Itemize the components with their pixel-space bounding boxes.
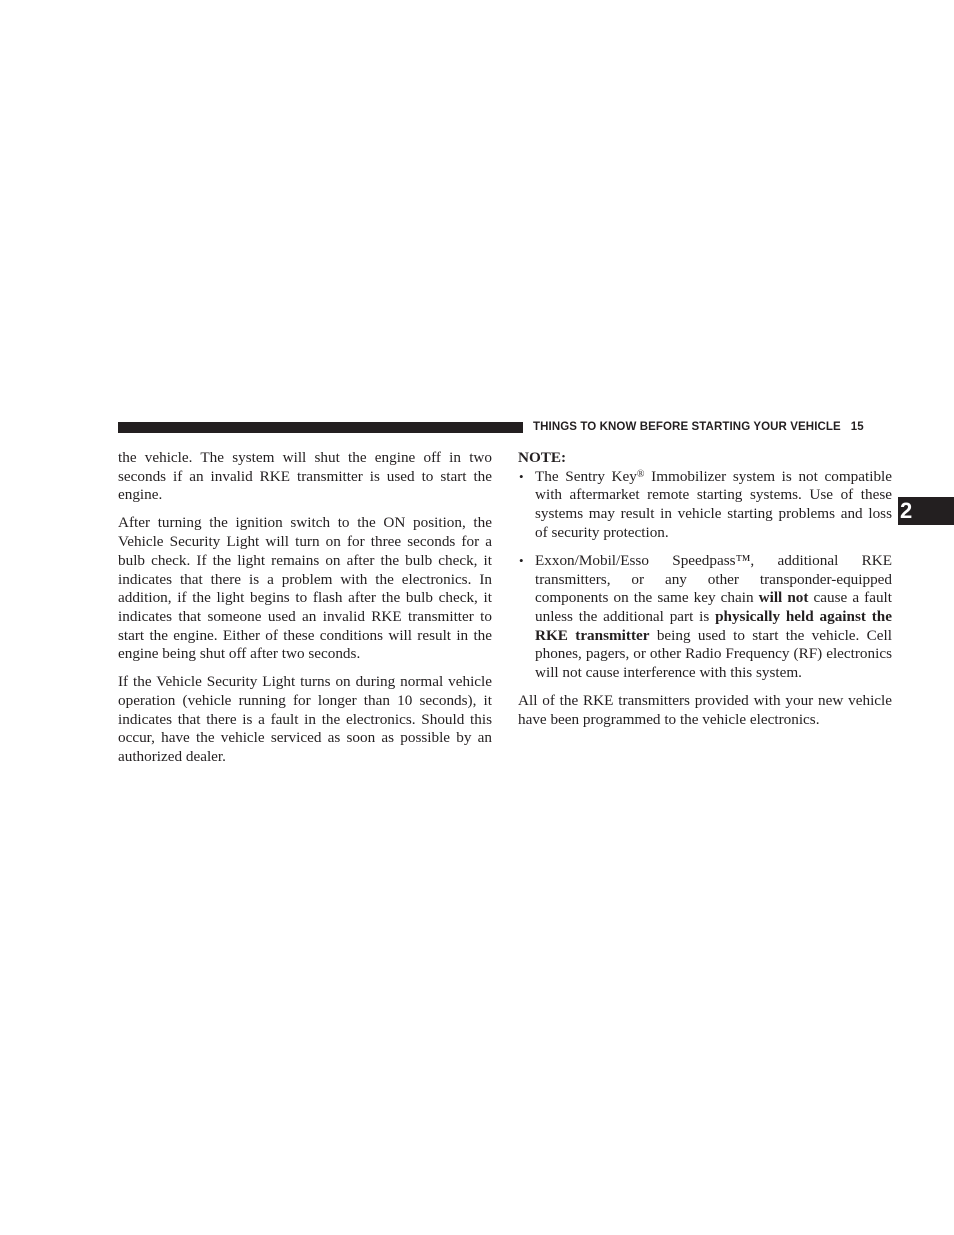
bullet-icon: •	[519, 468, 524, 484]
page-number: 15	[850, 421, 864, 433]
header-title: THINGS TO KNOW BEFORE STARTING YOUR VEHICLE	[533, 421, 841, 433]
note-text: , additional RKE transmitters, or any other transponder-equipped components on the same key chain	[535, 551, 892, 607]
chapter-tab	[898, 497, 954, 525]
note-text: being used to start the vehicle. Cell phones, pagers, or other Radio Frequency (RF) electronics will not cause interference with this system.	[535, 626, 892, 682]
note-text: The Sentry Key	[535, 467, 637, 485]
note-text: cause a fault unless the additional part is	[535, 589, 892, 625]
note-text: Immobilizer system is not compatible with aftermarket remote starting systems. Use of these systems may result in vehicle starting problems and loss of security protection.	[535, 467, 892, 541]
paragraph-fault: If the Vehicle Security Light turns on during normal vehicle operation (vehicle running for longer than 10 seconds), it indicates that there is a fault in the electronics. Should this occur, have the vehicle serviced as soon as possible by an authorized dealer.	[118, 673, 492, 766]
note-list	[518, 468, 892, 683]
emphasis-physically-held: physically held against the RKE transmitter	[535, 607, 892, 644]
note-label: NOTE:	[518, 449, 567, 466]
note-item-speedpass	[518, 552, 892, 683]
note-item-immobilizer	[518, 468, 892, 543]
paragraph-programmed: All of the RKE transmitters provided with your new vehicle have been programmed to the vehicle electronics.	[518, 692, 892, 728]
paragraph-bulb-check: After turning the ignition switch to the ON position, the Vehicle Security Light will turn on for three seconds for a bulb check. If the light remains on after the bulb check, it indicates that there is a problem with the electronics. In addition, if the light begins to flash after the bulb check, it indicates that someone used an invalid RKE transmitter to start the engine. Either of these conditions will result in the engine being shut off after two seconds.	[118, 514, 492, 663]
paragraph-shutdown: the vehicle. The system will shut the engine off in two seconds if an invalid RKE transmitter is used to start the engine.	[118, 449, 492, 504]
left-column	[118, 449, 492, 776]
running-header	[533, 419, 891, 435]
right-column	[518, 449, 892, 739]
note-text: Exxon/Mobil/Esso Speedpass	[535, 551, 736, 569]
trademark-mark: ™	[735, 551, 751, 569]
header-rule	[118, 422, 523, 433]
bullet-icon: •	[519, 552, 524, 568]
chapter-number: 2	[900, 498, 913, 523]
emphasis-will-not: will not	[758, 589, 809, 607]
registered-mark: ®	[636, 468, 645, 480]
